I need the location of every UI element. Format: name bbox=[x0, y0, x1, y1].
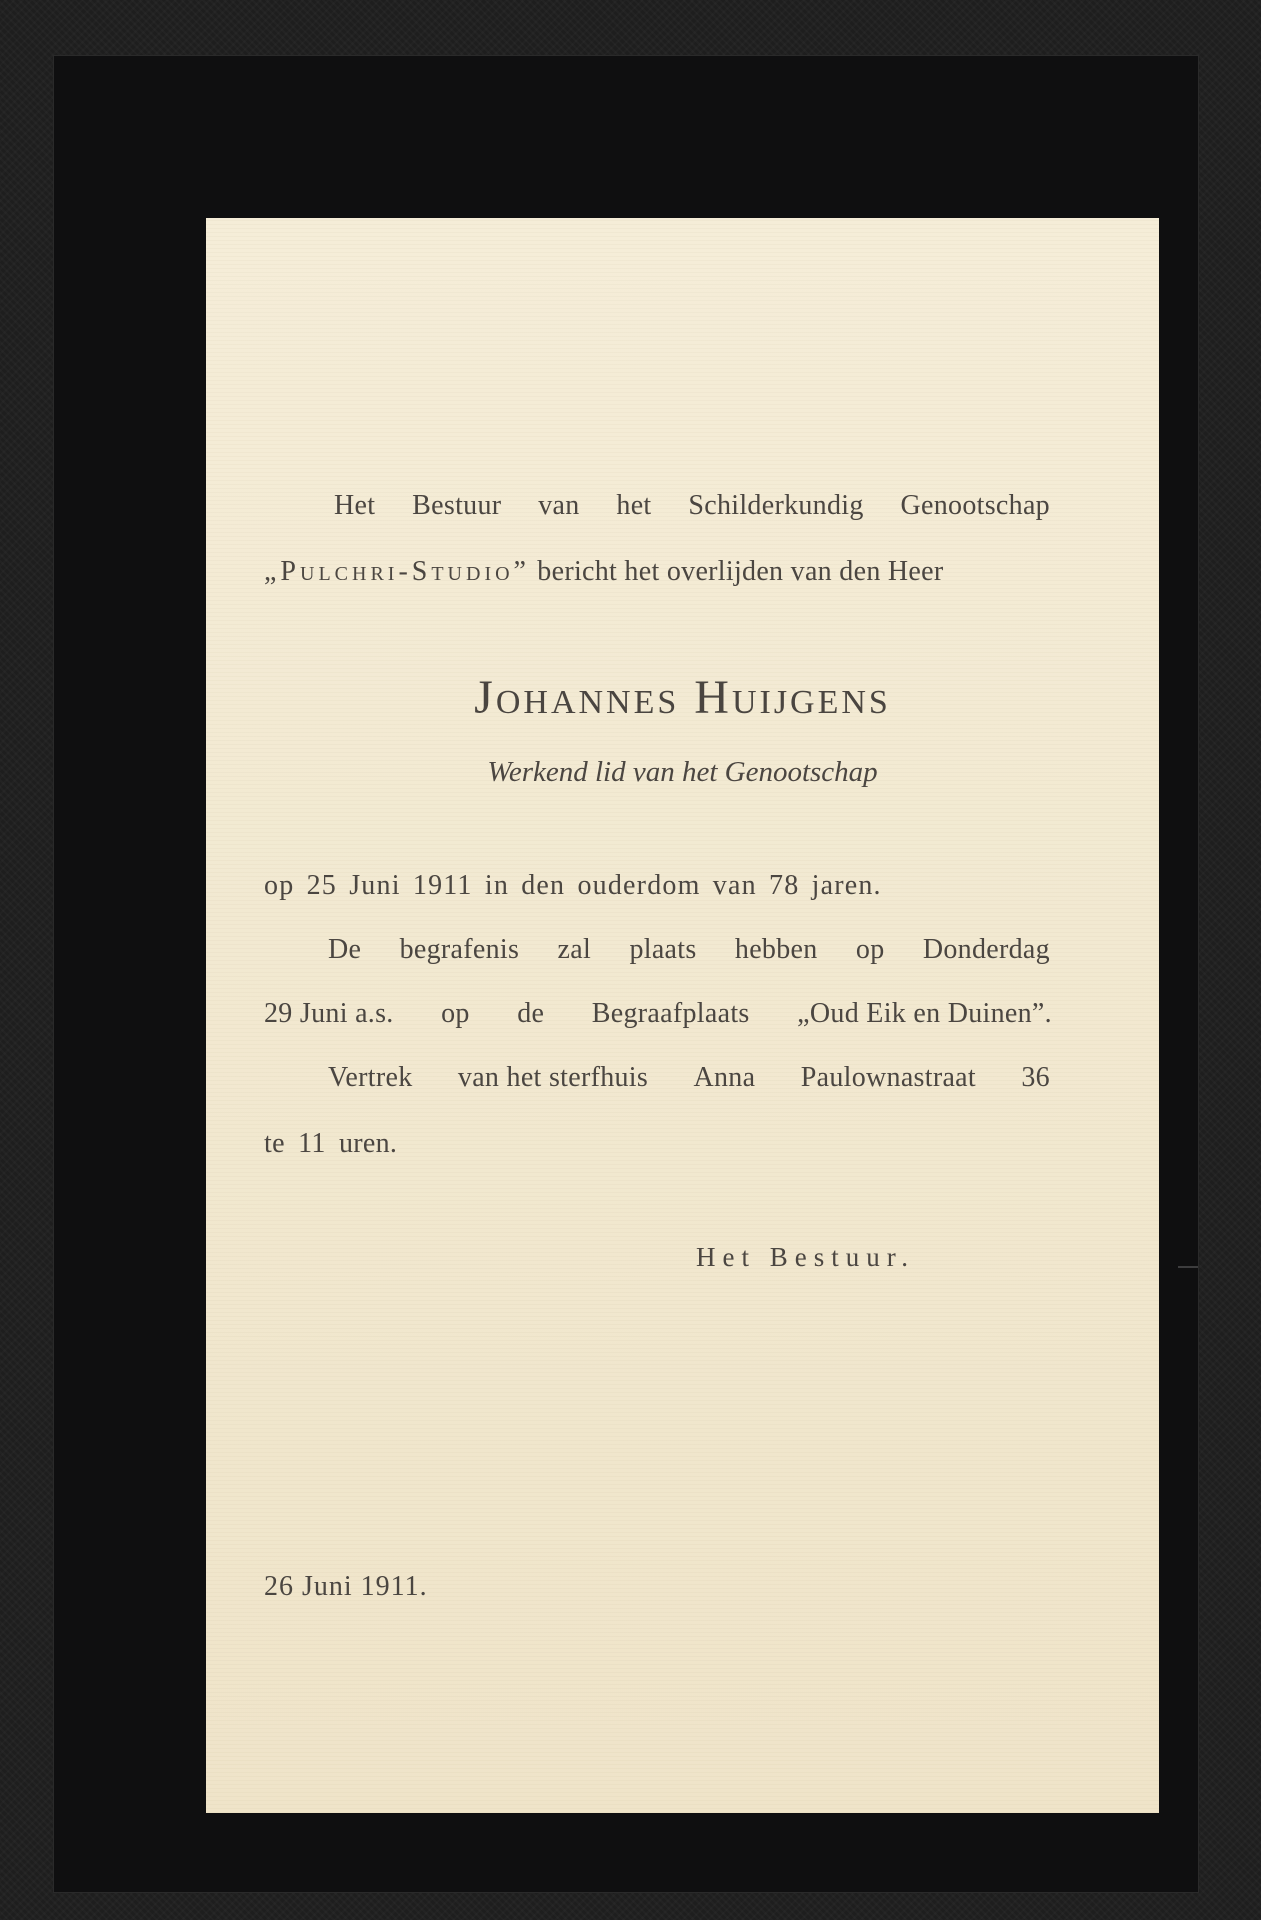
intro-line-2-rest: bericht het overlijden van den Heer bbox=[537, 556, 944, 587]
signature: Het Bestuur. bbox=[696, 1242, 915, 1272]
word: Genootschap bbox=[900, 490, 1050, 521]
word: plaats bbox=[629, 934, 697, 965]
funeral-line-1 bbox=[328, 934, 1050, 966]
announcement-paper bbox=[206, 218, 1159, 1813]
paper-crease-mark bbox=[1178, 1266, 1198, 1268]
word: 36 bbox=[1021, 1062, 1050, 1093]
word: op bbox=[441, 998, 470, 1029]
departure-line-2: te 11 uren. bbox=[264, 1128, 398, 1159]
word: zal bbox=[557, 934, 592, 965]
word: Schilderkundig bbox=[688, 490, 864, 521]
word: van het sterfhuis bbox=[457, 1062, 649, 1093]
death-date-line: op 25 Juni 1911 in den ouderdom van 78 jaren. bbox=[264, 870, 882, 901]
intro-line-2 bbox=[264, 556, 1052, 588]
word: van bbox=[538, 490, 580, 521]
word: „Oud Eik en Duinen”. bbox=[797, 998, 1052, 1029]
word: Bestuur bbox=[412, 490, 502, 521]
word: hebben bbox=[734, 934, 818, 965]
word: begrafenis bbox=[399, 934, 520, 965]
word: het bbox=[616, 490, 652, 521]
word: Paulownastraat bbox=[800, 1062, 976, 1093]
word: De bbox=[328, 934, 362, 965]
word: op bbox=[855, 934, 885, 965]
word: de bbox=[517, 998, 545, 1029]
membership-subtitle: Werkend lid van het Genootschap bbox=[487, 756, 878, 788]
word: Begraafplaats bbox=[591, 998, 750, 1029]
word: Vertrek bbox=[328, 1062, 413, 1093]
mourning-card-border bbox=[54, 56, 1198, 1892]
society-name: „Pulchri-Studio” bbox=[264, 556, 530, 587]
word: 29 Juni a.s. bbox=[264, 998, 394, 1029]
funeral-line-2 bbox=[264, 998, 1052, 1030]
word: Anna bbox=[693, 1062, 756, 1093]
intro-line-1 bbox=[334, 490, 1050, 522]
deceased-name: Johannes Huijgens bbox=[474, 671, 891, 724]
word: Het bbox=[334, 490, 376, 521]
document-date: 26 Juni 1911. bbox=[264, 1571, 428, 1602]
departure-line-1 bbox=[328, 1062, 1050, 1094]
word: Donderdag bbox=[922, 934, 1050, 965]
